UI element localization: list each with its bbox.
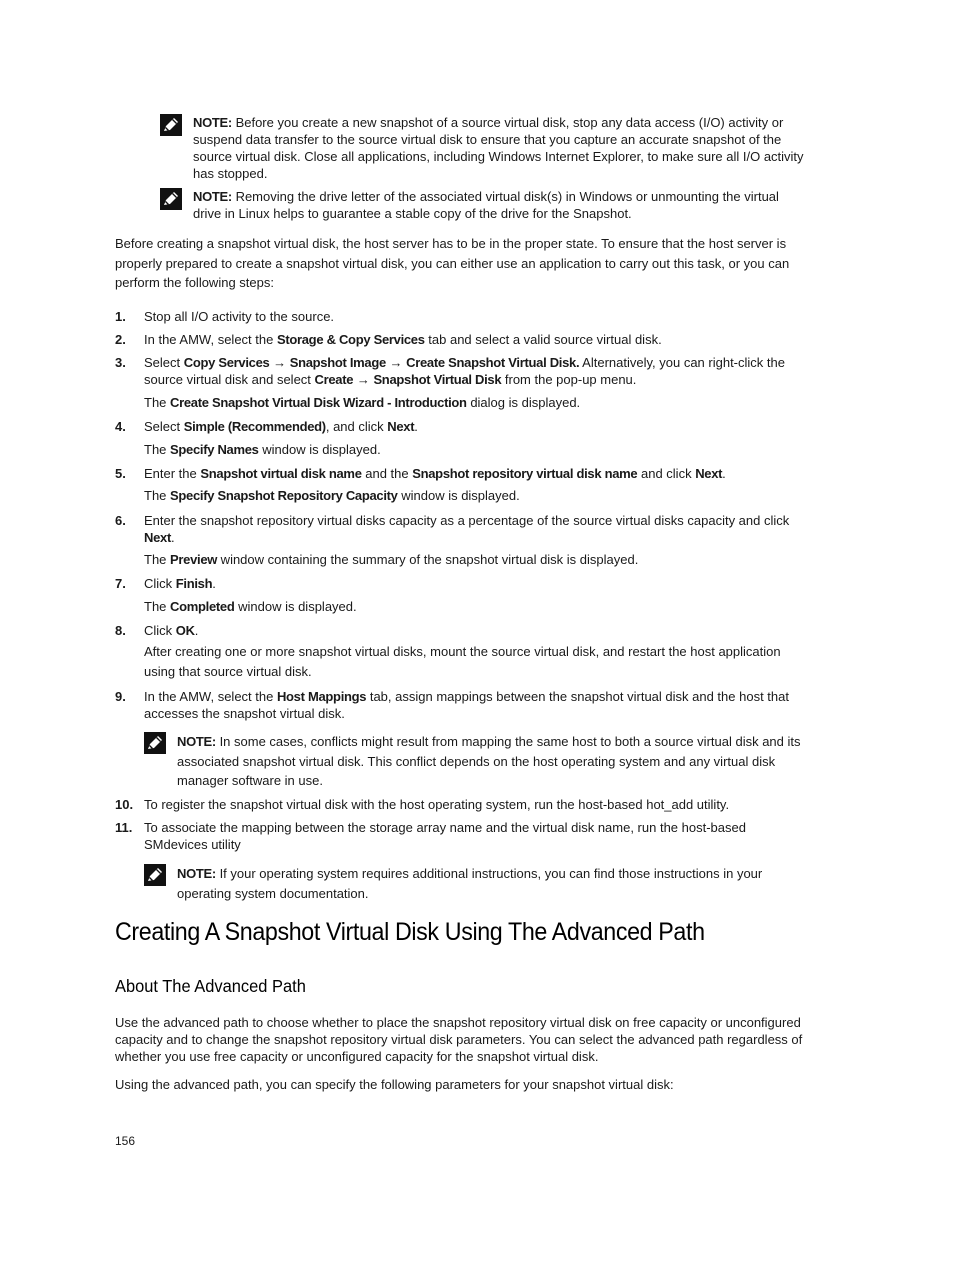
ui-term: Specify Names: [170, 442, 259, 457]
step-number: 2.: [115, 332, 126, 347]
list-item: [115, 308, 815, 325]
step-number: 1.: [115, 309, 126, 324]
note-label: NOTE:: [177, 866, 216, 881]
step-number: 8.: [115, 623, 126, 638]
arrow: →: [385, 355, 407, 370]
ui-term: Simple (Recommended): [183, 419, 326, 434]
step-text: tab, assign mappings between the snapshot virtual disk and the host that accesses the snapshot virtual disk.: [144, 689, 789, 721]
ui-term: Snapshot virtual disk name: [200, 466, 362, 481]
step-result-text: window is displayed.: [234, 599, 357, 614]
step-text: Stop all I/O activity to the source.: [144, 309, 335, 324]
list-item: [115, 465, 815, 482]
list-item: [115, 796, 815, 813]
note-box: [144, 864, 804, 903]
step-text: tab and select a valid source virtual disk.: [424, 332, 662, 347]
step-result-text: The: [144, 488, 171, 503]
step-text: Click: [144, 576, 176, 591]
list-item: [115, 354, 815, 388]
ui-term: Snapshot Image: [289, 355, 386, 370]
note-label: NOTE:: [177, 734, 216, 749]
step-text: Click: [144, 623, 176, 638]
ui-term: Preview: [170, 552, 218, 567]
section-heading: Creating A Snapshot Virtual Disk Using The Advanced Path: [115, 918, 705, 946]
list-item: [115, 575, 815, 592]
note-text: If your operating system requires additional instructions, you can find those instructions in your operating system documentation.: [177, 866, 763, 901]
list-item: [115, 622, 815, 639]
subsection-heading: About The Advanced Path: [115, 976, 306, 996]
step-result-text: dialog is displayed.: [466, 395, 581, 410]
step-result: [144, 394, 804, 411]
note-text: Removing the drive letter of the associated virtual disk(s) in Windows or unmounting the virtual drive in Linux helps to guarantee a stable copy of the drive for the Snapshot.: [193, 189, 779, 221]
step-result-text: window containing the summary of the snapshot virtual disk is displayed.: [217, 552, 639, 567]
step-text: Enter the snapshot repository virtual disks capacity as a percentage of the source virtual disks capacity and click: [144, 513, 790, 528]
step-number: 9.: [115, 689, 126, 704]
ui-term: Copy Services: [183, 355, 270, 370]
step-number: 7.: [115, 576, 126, 591]
note-label: NOTE:: [193, 189, 232, 204]
step-result-text: window is displayed.: [397, 488, 520, 503]
ui-term: Create: [314, 372, 354, 387]
ui-term: Next: [144, 530, 171, 545]
ui-term: Storage & Copy Services: [276, 332, 425, 347]
ui-term: Next: [695, 466, 723, 481]
step-text: and the: [361, 466, 413, 481]
note-pencil-icon: [160, 114, 182, 136]
arrow: →: [353, 372, 374, 387]
step-number: 6.: [115, 513, 126, 528]
step-text: , and click: [325, 419, 388, 434]
ui-term: Finish: [175, 576, 213, 591]
note-text: Before you create a new snapshot of a source virtual disk, stop any data access (I/O) activity or suspend data transfer to the source virtual disk to ensure that you capture an accurate snapshot of the source virtual disk. Close all applications, including Windows Internet Explorer, to make sure all I/O activity has stopped.: [193, 115, 804, 181]
step-text: To associate the mapping between the storage array name and the virtual disk name, run the host-based SMdevices utility: [144, 820, 746, 852]
step-text: from the pop-up menu.: [501, 372, 637, 387]
step-text: Select: [144, 355, 184, 370]
step-result-text: The: [144, 552, 171, 567]
step-number: 10.: [115, 797, 134, 812]
step-result: [144, 551, 804, 568]
body-paragraph: Use the advanced path to choose whether to place the snapshot repository virtual disk on free capacity or unconfigured capacity and to change the snapshot repository virtual disk parameters. You can select the advanced path regardless of whether you use free capacity or unconfigured capacity for the snapshot virtual disk.: [115, 1015, 803, 1064]
step-text: .: [212, 576, 216, 591]
step-text: .: [170, 530, 175, 545]
step-text: Alternatively, you can right-click the source virtual disk and select: [144, 355, 785, 387]
step-result: After creating one or more snapshot virtual disks, mount the source virtual disk, and restart the host application using that source virtual disk.: [144, 644, 781, 679]
step-number: 3.: [115, 355, 126, 370]
step-text: To register the snapshot virtual disk with the host operating system, run the host-based hot_add utility.: [144, 797, 730, 812]
step-result: [144, 441, 804, 458]
step-result-text: window is displayed.: [258, 442, 381, 457]
ui-term: Specify Snapshot Repository Capacity: [170, 488, 398, 503]
ui-term: Create Snapshot Virtual Disk.: [406, 355, 580, 370]
step-number: 4.: [115, 419, 126, 434]
note-box: [160, 114, 810, 182]
note-text: In some cases, conflicts might result from mapping the same host to both a source virtual disk and its associated snapshot virtual disk. This conflict depends on the host operating system and any virtual disk manager software in use.: [177, 734, 801, 788]
body-paragraph: Using the advanced path, you can specify the following parameters for your snapshot virtual disk:: [115, 1077, 674, 1092]
intro-paragraph: Before creating a snapshot virtual disk, the host server has to be in the proper state. To ensure that the host server is properly prepared to create a snapshot virtual disk, you can either use an application to carry out this task, or you can perform the following steps:: [115, 236, 790, 290]
ui-term: Snapshot Virtual Disk: [373, 372, 502, 387]
step-result: [144, 487, 804, 504]
step-text: .: [414, 419, 418, 434]
step-text: Enter the: [144, 466, 201, 481]
ui-term: OK: [175, 623, 195, 638]
step-text: .: [194, 623, 199, 638]
step-number: 11.: [115, 820, 133, 835]
step-result: [144, 598, 804, 615]
note-pencil-icon: [144, 732, 166, 754]
list-item: [115, 418, 815, 435]
ui-term: Snapshot repository virtual disk name: [412, 466, 638, 481]
note-pencil-icon: [144, 864, 166, 886]
step-text: and click: [637, 466, 696, 481]
ui-term: Create Snapshot Virtual Disk Wizard - Introduction: [170, 395, 467, 410]
step-number: 5.: [115, 466, 126, 481]
step-result-text: The: [144, 442, 171, 457]
arrow: →: [269, 355, 290, 370]
note-box: [160, 188, 810, 222]
step-result-text: The: [144, 599, 171, 614]
ui-term: Host Mappings: [276, 689, 367, 704]
step-text: Select: [144, 419, 184, 434]
step-text: In the AMW, select the: [144, 332, 277, 347]
list-item: [115, 688, 815, 722]
note-box: [144, 732, 804, 791]
step-text: .: [722, 466, 726, 481]
page-number: 156: [115, 1134, 136, 1148]
list-item: [115, 512, 815, 546]
step-result-text: The: [144, 395, 171, 410]
ui-term: Completed: [170, 599, 235, 614]
ui-term: Next: [387, 419, 415, 434]
note-pencil-icon: [160, 188, 182, 210]
list-item: [115, 331, 815, 348]
list-item: [115, 819, 815, 853]
step-text: In the AMW, select the: [144, 689, 277, 704]
note-label: NOTE:: [193, 115, 232, 130]
